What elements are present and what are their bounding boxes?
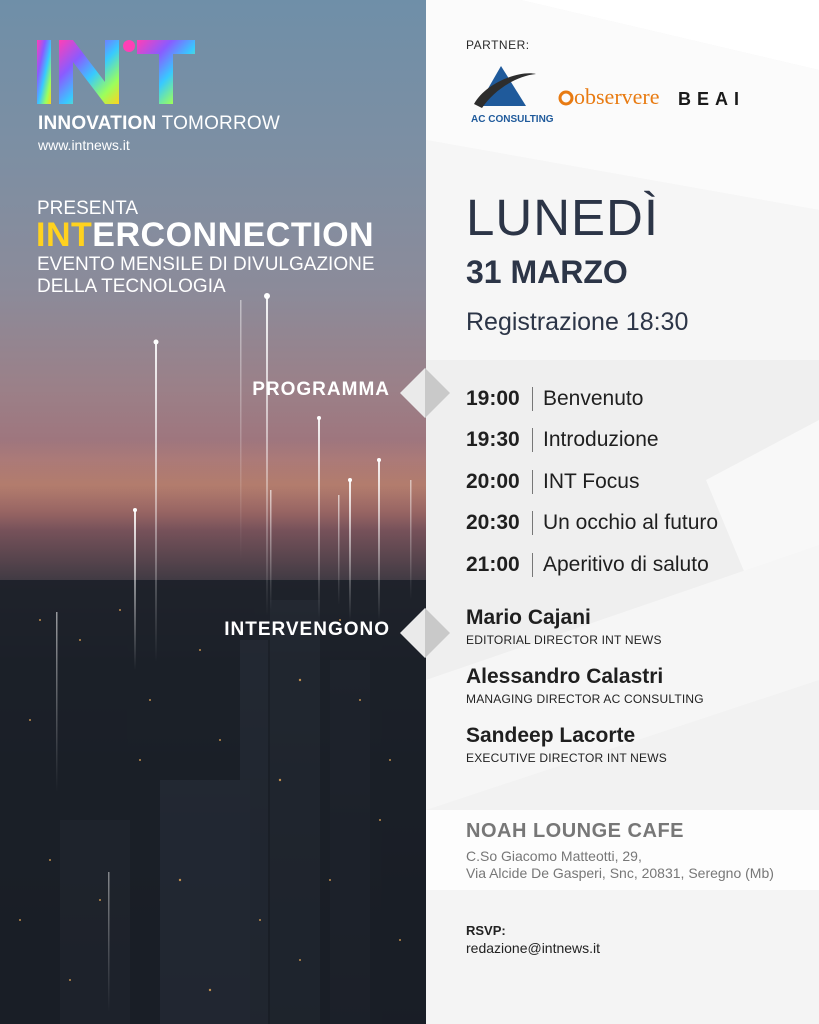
venue-name: NOAH LOUNGE CAFE [466, 820, 684, 842]
program-item-time: 21:00 [466, 552, 520, 576]
rsvp-label: RSVP: [466, 923, 506, 938]
svg-text:BEAI: BEAI [678, 89, 746, 109]
venue-address-line-1: C.So Giacomo Matteotti, 29, [466, 848, 642, 864]
int-logo [37, 38, 197, 106]
speaker-role: EDITORIAL DIRECTOR INT NEWS [466, 633, 662, 647]
rsvp-email[interactable]: redazione@intnews.it [466, 940, 601, 956]
subtitle-line-1: EVENTO MENSILE DI DIVULGAZIONE [37, 254, 375, 275]
program-item [466, 461, 806, 503]
brand-light: TOMORROW [161, 113, 281, 134]
program-list [466, 378, 806, 586]
program-item-separator [532, 553, 533, 577]
program-item-title: Un occhio al futuro [543, 511, 719, 535]
speaker-name: Sandeep Lacorte [466, 724, 636, 747]
speakers-diamond-icon [400, 608, 450, 658]
program-item [466, 544, 806, 586]
speaker-role: MANAGING DIRECTOR AC CONSULTING [466, 692, 704, 706]
svg-text:AC CONSULTING: AC CONSULTING [471, 114, 554, 125]
event-title [36, 216, 374, 255]
speaker-item [466, 665, 806, 724]
partner-logos [466, 62, 806, 128]
venue-address [466, 848, 774, 882]
ac-consulting-logo [471, 66, 554, 125]
program-item [466, 503, 806, 545]
speakers-label: INTERVENGONO [224, 619, 390, 640]
speaker-role: EXECUTIVE DIRECTOR INT NEWS [466, 751, 667, 765]
speaker-name: Alessandro Calastri [466, 665, 664, 688]
program-item-separator [532, 428, 533, 452]
event-title-highlight: INT [36, 216, 93, 254]
info-panel [426, 0, 819, 1024]
program-item-title: Aperitivo di saluto [543, 552, 709, 576]
brand-bold: INNOVATION [38, 113, 157, 134]
program-item-time: 19:00 [466, 386, 520, 410]
observere-logo [560, 84, 660, 109]
program-item [466, 420, 806, 462]
program-item-separator [532, 470, 533, 494]
program-item-separator [532, 387, 533, 411]
svg-text:observere: observere [574, 84, 660, 109]
event-date: 31 MARZO [466, 254, 628, 290]
program-item-separator [532, 511, 533, 535]
speaker-name: Mario Cajani [466, 606, 591, 629]
speaker-item [466, 606, 806, 665]
program-label: PROGRAMMA [252, 379, 390, 400]
program-item-title: INT Focus [543, 469, 640, 493]
program-item-time: 20:30 [466, 511, 520, 535]
subtitle-line-2: DELLA TECNOLOGIA [37, 276, 226, 297]
registration-time: Registrazione 18:30 [466, 308, 689, 336]
partner-label: PARTNER: [466, 38, 530, 52]
program-item [466, 378, 806, 420]
program-item-time: 20:00 [466, 469, 520, 493]
brand-name [38, 113, 280, 135]
speaker-item [466, 724, 806, 783]
website-url[interactable]: www.intnews.it [38, 137, 130, 153]
venue-address-line-2: Via Alcide De Gasperi, Snc, 20831, Seregno (Mb) [466, 865, 774, 881]
program-diamond-icon [400, 368, 450, 418]
program-item-title: Benvenuto [543, 386, 644, 410]
beai-logo [678, 89, 745, 109]
program-item-title: Introduzione [543, 428, 659, 452]
event-subtitle [37, 254, 417, 298]
event-title-rest: ERCONNECTION [92, 216, 375, 254]
event-day: LUNEDÌ [466, 189, 660, 246]
speakers-list [466, 606, 806, 783]
program-item-time: 19:30 [466, 428, 520, 452]
presenta-label: PRESENTA [37, 198, 139, 219]
